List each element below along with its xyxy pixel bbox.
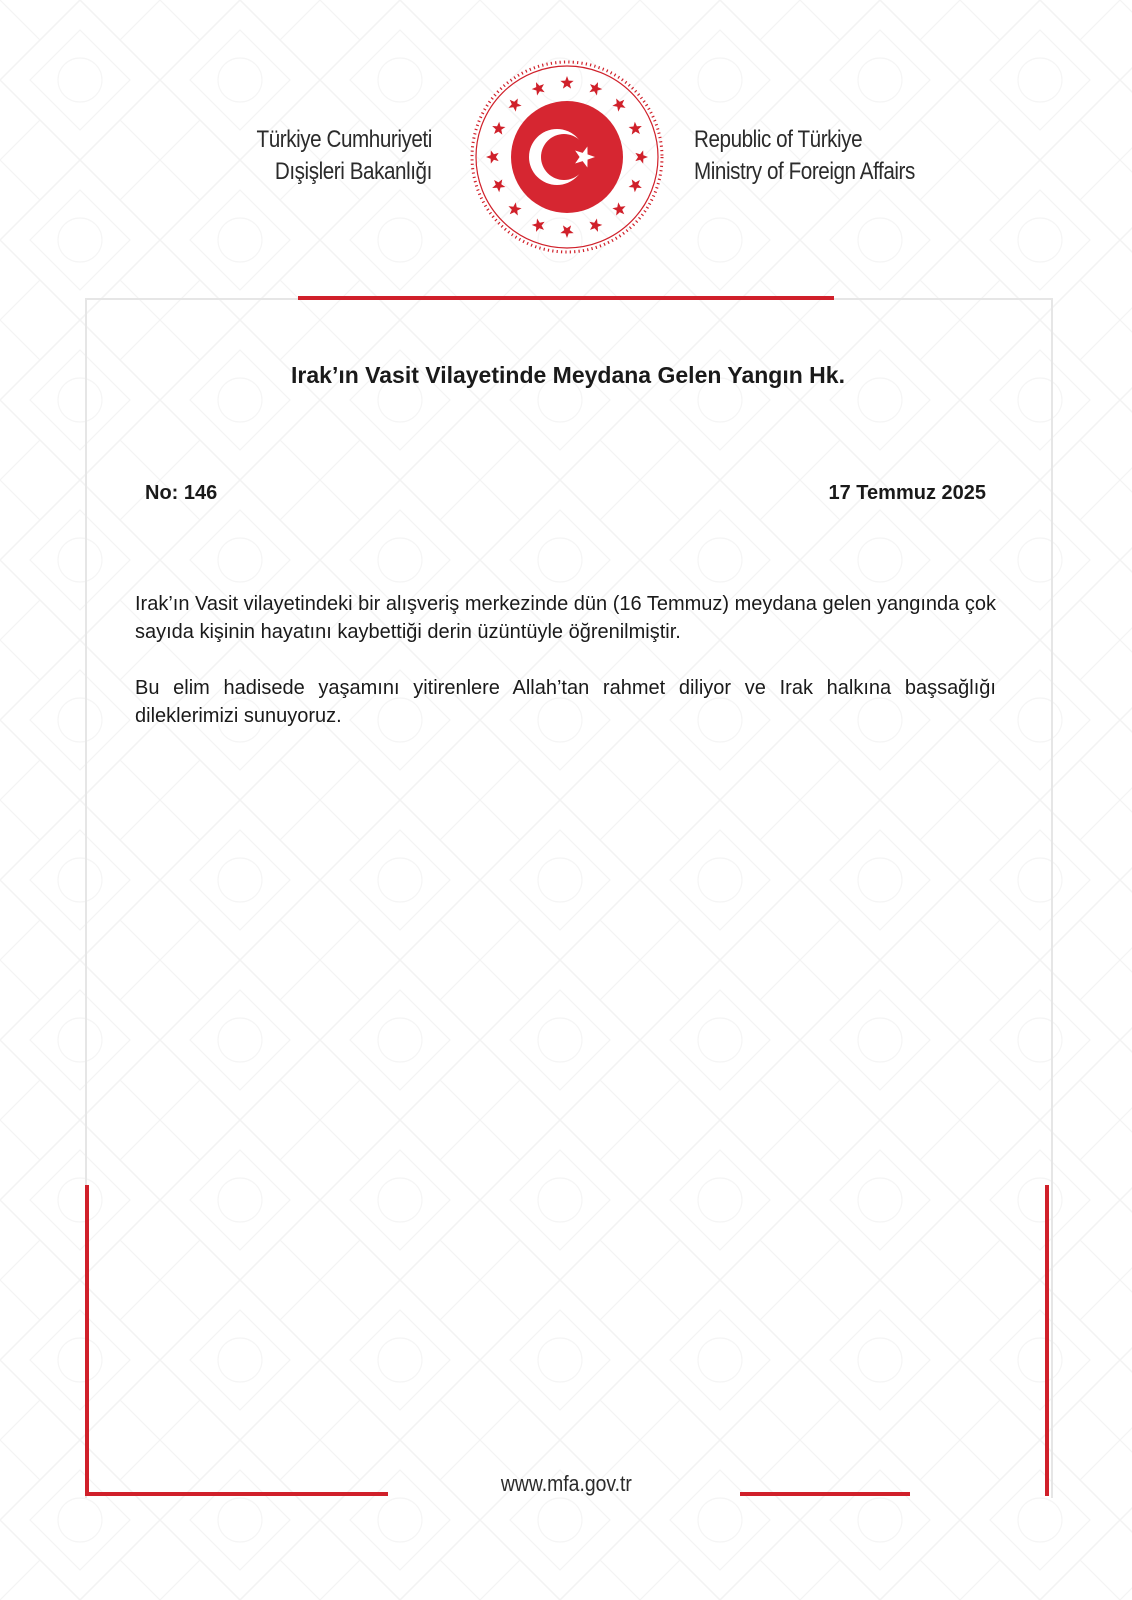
letterhead-tr-line2: Dışişleri Bakanlığı [274, 158, 432, 185]
letterhead-en-line1: Republic of Türkiye [694, 126, 863, 153]
seal-star-icon [612, 98, 625, 111]
body-paragraph: Irak’ın Vasit vilayetindeki bir alışveriş merkezinde dün (16 Temmuz) meydana gelen yangında çok sayıda kişinin hayatını kaybettiği derin üzüntüyle öğrenilmiştir. [135, 593, 996, 643]
left-accent-bar [85, 1185, 89, 1496]
body-paragraph: Bu elim hadisede yaşamını yitirenlere Allah’tan rahmet diliyor ve Irak halkına başsağlığı dileklerimizi sunuyoruz. [135, 677, 996, 727]
right-accent-bar [1045, 1185, 1049, 1496]
seal-star-icon [492, 179, 505, 192]
letterhead-english [694, 124, 951, 188]
page-frame [85, 298, 1053, 1498]
seal-star-icon [560, 225, 573, 238]
document-body [135, 590, 996, 758]
seal-star-icon [629, 122, 642, 135]
seal-star-icon [486, 150, 499, 163]
letterhead-tr-line1: Türkiye Cumhuriyeti [256, 126, 432, 153]
document-date: 17 Temmuz 2025 [828, 482, 986, 504]
seal-star-icon [508, 98, 521, 111]
top-accent-bar [298, 296, 834, 300]
ministry-seal-icon [467, 57, 667, 257]
seal-star-icon [532, 219, 545, 232]
seal-star-icon [492, 122, 505, 135]
letterhead-turkish [228, 124, 432, 188]
footer-website-link[interactable]: www.mfa.gov.tr [500, 1471, 632, 1496]
seal-star-icon [532, 82, 545, 95]
letterhead-en-line2: Ministry of Foreign Affairs [694, 158, 915, 185]
seal-star-icon [589, 219, 602, 232]
seal-star-icon [589, 82, 602, 95]
seal-star-icon [629, 179, 642, 192]
document-title: Irak’ın Vasit Vilayetinde Meydana Gelen Yangın Hk. [291, 362, 845, 388]
document-number: No: 146 [145, 482, 218, 504]
seal-star-icon [612, 202, 625, 215]
footer-website [0, 1471, 1132, 1497]
seal-star-icon [560, 76, 573, 89]
seal-star-icon [508, 202, 521, 215]
seal-star-icon [635, 150, 648, 163]
letterhead [0, 0, 1132, 270]
